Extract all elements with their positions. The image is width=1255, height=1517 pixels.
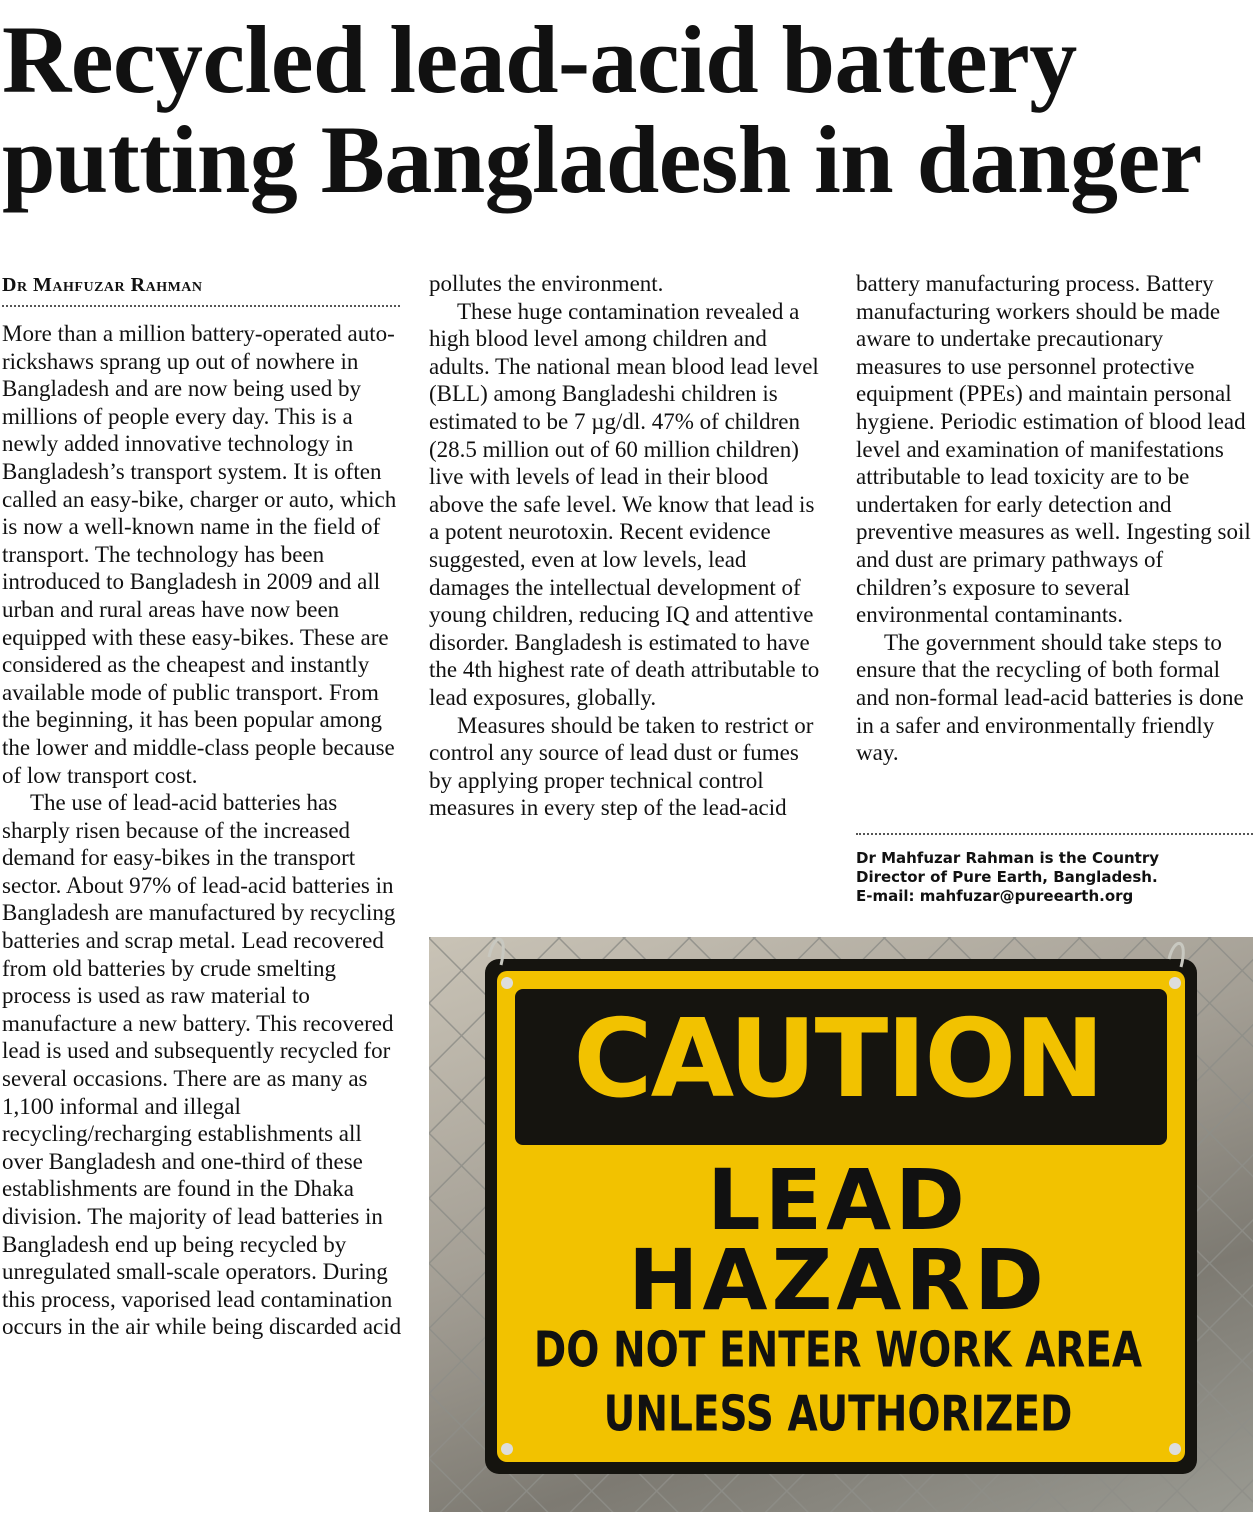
byline: Dr Mahfuzar Rahman [2,274,203,296]
paragraph: battery manufacturing process. Battery manufacturing workers should be made aware to undertake precautionary measures to use personnel protective equipment (PPEs) and maintain personal hygiene. Periodic estimation of blood lead level and examination of manifestations attributable to lead toxicity are to be undertaken for early detection and preventive measures as well. Ingesting soil and dust are primary pathways of children’s exposure to several environmental contaminants. [856,271,1251,628]
bio-line: E-mail: mahfuzar@pureearth.org [856,887,1134,905]
paragraph: Measures should be taken to restrict or control any source of lead dust or fumes by applying proper technical control measures in every step of the lead-acid [429,712,814,821]
headline-line-2: putting Bangladesh in danger [2,106,1202,213]
paragraph: pollutes the environment. [429,271,664,296]
headline-line-1: Recycled lead-acid battery [2,6,1077,113]
sign-hazard-text: HAZARD [628,1231,1048,1329]
caution-sign-photo [429,937,1253,1512]
bio-line: Dr Mahfuzar Rahman is the Country [856,849,1160,867]
sign-line-1: DO NOT ENTER WORK AREA [533,1322,1143,1379]
article-column-1 [2,320,402,1341]
article-column-3 [856,270,1253,767]
paragraph: These huge contamination revealed a high blood level among children and adults. The national mean blood lead level (BLL) among Bangladeshi children is estimated to be 7 µg/dl. 47% of children (28.5 million out of 60 million children) live with levels of lead in their blood above the safe level. We know that lead is a potent neurotoxin. Recent evidence suggested, even at low levels, lead damages the intellectual development of young children, reducing IQ and attentive disorder. Bangladesh is estimated to have the 4th highest rate of death attributable to lead exposures, globally. [429,298,820,710]
sign-lead-text: LEAD [707,1151,969,1249]
bio-divider [856,833,1253,835]
author-bio [856,849,1253,906]
paragraph: The use of lead-acid batteries has sharply risen because of the increased demand for easy-bikes in the transport sector. About 97% of lead-acid batteries in Bangladesh are manufactured by recycling batteries and scrap metal. Lead recovered from old batteries by crude smelting process is used as raw material to manufacture a new battery. This recovered lead is used and subsequently recycled for several occasions. There are as many as 1,100 informal and illegal recycling/recharging establishments all over Bangladesh and one-third of these establishments are found in the Dhaka division. The majority of lead batteries in Bangladesh end up being recycled by unregulated small-scale operators. During this process, vaporised lead contamination occurs in the air while being discarded acid [2,790,402,1340]
paragraph: The government should take steps to ensure that the recycling of both formal and non-formal lead-acid batteries is done in a safer and environmentally friendly way. [856,629,1244,766]
paragraph: More than a million battery-operated auto-rickshaws sprang up out of nowhere in Bangladesh and are now being used by millions of people every day. This is a newly added innovative technology in Bangladesh’s transport system. It is often called an easy-bike, charger or auto, which is now a well-known name in the field of transport. The technology has been introduced to Bangladesh in 2009 and all urban and rural areas have now been equipped with these easy-bikes. These are considered as the cheapest and instantly available mode of public transport. From the beginning, it has been popular among the lower and middle-class people because of low transport cost. [2,321,397,788]
sign-caution-text: CAUTION [573,997,1103,1122]
headline [2,6,1252,213]
sign-line-2: UNLESS AUTHORIZED [603,1386,1073,1443]
byline-divider [2,305,400,307]
bio-line: Director of Pure Earth, Bangladesh. [856,868,1158,886]
article-column-2 [429,270,827,822]
